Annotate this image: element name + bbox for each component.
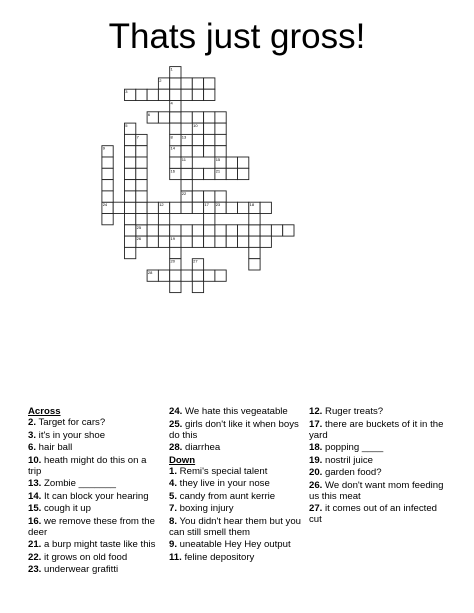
- cell-number: 8: [170, 134, 173, 140]
- clue-item: [309, 467, 449, 478]
- clue-text: You didn't hear them but you can still smell them: [169, 515, 301, 538]
- grid-cell[interactable]: [181, 180, 192, 191]
- clue-text: feline depository: [181, 551, 255, 563]
- clue-number: 1.: [169, 465, 178, 477]
- cell-number: 28: [147, 270, 153, 275]
- grid-cell[interactable]: [125, 225, 136, 236]
- grid-cell[interactable]: [260, 236, 271, 247]
- grid-cell[interactable]: [215, 123, 226, 134]
- grid-cell[interactable]: [204, 78, 215, 89]
- clue-item: [28, 491, 162, 502]
- grid-cell[interactable]: [260, 225, 271, 236]
- clue-number: 9.: [169, 539, 178, 550]
- clue-number: 26.: [309, 479, 323, 491]
- grid-cell[interactable]: [181, 112, 192, 123]
- grid-cell[interactable]: [125, 191, 136, 202]
- clue-item: [309, 480, 449, 502]
- grid-cell[interactable]: [147, 236, 158, 247]
- clue-item: [28, 417, 162, 428]
- cell-number: 25: [136, 224, 142, 230]
- clue-item: [28, 430, 162, 441]
- clue-text: hair ball: [36, 442, 73, 453]
- grid-cell[interactable]: [125, 236, 136, 247]
- clue-item: [28, 442, 162, 453]
- clue-item: [169, 442, 303, 453]
- grid-cell[interactable]: [215, 134, 226, 145]
- grid-cell[interactable]: [226, 236, 237, 247]
- grid-cell[interactable]: [181, 89, 192, 100]
- grid-cell[interactable]: [136, 146, 147, 157]
- clue-text: boxing injury: [177, 503, 234, 514]
- grid-cell[interactable]: [158, 270, 169, 281]
- grid-cell[interactable]: [125, 202, 136, 213]
- grid-cell[interactable]: [204, 214, 215, 225]
- grid-cell[interactable]: [192, 134, 203, 145]
- grid-cell[interactable]: [136, 89, 147, 100]
- grid-cell[interactable]: [204, 146, 215, 157]
- grid-cell[interactable]: [125, 157, 136, 168]
- grid-cell[interactable]: [158, 225, 169, 236]
- clue-item: [169, 466, 303, 477]
- grid-cell[interactable]: [226, 168, 237, 179]
- grid-cell[interactable]: [204, 270, 215, 281]
- grid-cell[interactable]: [249, 225, 260, 236]
- grid-cell[interactable]: [260, 202, 271, 213]
- grid-cell[interactable]: [249, 236, 260, 247]
- grid-cell[interactable]: [102, 214, 113, 225]
- cell-number: 1: [170, 66, 173, 72]
- grid-cell[interactable]: [238, 157, 249, 168]
- clue-number: 14.: [28, 490, 42, 502]
- grid-cell[interactable]: [192, 236, 203, 247]
- grid-cell[interactable]: [170, 225, 181, 236]
- clue-text: Remi's special talent: [177, 465, 268, 477]
- grid-cell[interactable]: [192, 281, 203, 292]
- grid-cell[interactable]: [181, 225, 192, 236]
- cell-number: 18: [249, 202, 255, 208]
- cell-number: 26: [136, 236, 142, 242]
- clue-number: 3.: [28, 429, 37, 441]
- grid-cell[interactable]: [136, 202, 147, 213]
- grid-cell[interactable]: [181, 236, 192, 247]
- cell-number: 15: [215, 157, 221, 162]
- across-heading: Across: [28, 406, 61, 417]
- grid-cell[interactable]: [136, 214, 147, 225]
- grid-cell[interactable]: [113, 202, 124, 213]
- grid-cell[interactable]: [215, 225, 226, 236]
- clue-item: [169, 539, 303, 550]
- clue-number: 4.: [169, 478, 178, 489]
- clue-text: there are buckets of it in the yard: [309, 418, 444, 441]
- clue-item: [28, 552, 162, 563]
- grid-cell[interactable]: [204, 236, 215, 247]
- clue-text: underwear grafitti: [41, 564, 119, 575]
- grid-cell[interactable]: [125, 134, 136, 145]
- grid-cell[interactable]: [136, 157, 147, 168]
- grid-cell[interactable]: [238, 168, 249, 179]
- cell-number: 4: [170, 100, 173, 106]
- grid-cell[interactable]: [136, 191, 147, 202]
- grid-cell[interactable]: [170, 157, 181, 168]
- clue-item: [169, 478, 303, 489]
- clue-item: [309, 419, 449, 441]
- grid-cell[interactable]: [204, 191, 215, 202]
- grid-cell[interactable]: [170, 281, 181, 292]
- clue-item: [309, 442, 449, 453]
- clue-item: [169, 406, 303, 417]
- grid-cell[interactable]: [147, 202, 158, 213]
- clue-text: a burp might taste like this: [41, 539, 156, 550]
- clue-item: [28, 478, 162, 489]
- grid-cell[interactable]: [204, 168, 215, 179]
- clue-number: 20.: [309, 467, 323, 478]
- grid-cell[interactable]: [192, 78, 203, 89]
- cell-number: 23: [215, 202, 221, 208]
- clue-text: nostril juice: [322, 454, 373, 466]
- clue-number: 28.: [169, 442, 183, 453]
- grid-cell[interactable]: [192, 202, 203, 213]
- grid-cell[interactable]: [226, 225, 237, 236]
- grid-cell[interactable]: [158, 236, 169, 247]
- grid-cell[interactable]: [125, 214, 136, 225]
- grid-cell[interactable]: [204, 112, 215, 123]
- clue-item: [169, 491, 303, 502]
- clue-item: [28, 503, 162, 514]
- grid-cell[interactable]: [125, 168, 136, 179]
- cell-number: 5: [125, 123, 128, 129]
- clue-text: garden food?: [322, 467, 382, 478]
- clue-item: [169, 419, 303, 441]
- clue-text: uneatable Hey Hey output: [177, 539, 291, 550]
- cell-number: 24: [102, 202, 108, 208]
- grid-cell[interactable]: [102, 157, 113, 168]
- grid-cell[interactable]: [204, 134, 215, 145]
- cell-number: 17: [204, 202, 209, 208]
- grid-cell[interactable]: [147, 225, 158, 236]
- clue-text: candy from aunt kerrie: [177, 490, 276, 502]
- cell-number: 6: [147, 111, 151, 117]
- grid-cell[interactable]: [192, 225, 203, 236]
- clue-number: 7.: [169, 503, 178, 514]
- grid-cell[interactable]: [192, 270, 203, 281]
- clue-number: 6.: [28, 442, 37, 453]
- grid-cell[interactable]: [238, 202, 249, 213]
- clue-number: 12.: [309, 406, 323, 417]
- clue-text: Zombie _______: [41, 478, 117, 489]
- grid-cell[interactable]: [158, 214, 169, 225]
- grid-cell[interactable]: [204, 123, 215, 134]
- clue-text: girls don't like it when boys do this: [169, 418, 299, 441]
- grid-cell[interactable]: [238, 236, 249, 247]
- cell-number: 21: [215, 168, 221, 174]
- grid-cell[interactable]: [136, 180, 147, 191]
- cell-number: 22: [181, 190, 187, 196]
- clue-number: 23.: [28, 564, 42, 575]
- clue-text: it comes out of an infected cut: [309, 503, 438, 525]
- clue-number: 11.: [169, 551, 182, 563]
- grid-cell[interactable]: [226, 202, 237, 213]
- clue-item: [169, 552, 303, 563]
- clue-number: 17.: [309, 418, 323, 430]
- grid-cell[interactable]: [102, 191, 113, 202]
- grid-cell[interactable]: [170, 112, 181, 123]
- clue-number: 21.: [28, 539, 42, 550]
- clue-item: [28, 455, 162, 477]
- grid-cell[interactable]: [181, 146, 192, 157]
- clue-number: 19.: [309, 454, 323, 466]
- cell-number: 16: [170, 168, 175, 174]
- clue-number: 13.: [28, 478, 42, 489]
- grid-cell[interactable]: [181, 78, 192, 89]
- clue-number: 10.: [28, 454, 42, 466]
- grid-cell[interactable]: [192, 112, 203, 123]
- down-heading: Down: [169, 454, 196, 466]
- grid-cell[interactable]: [249, 259, 260, 270]
- grid-cell[interactable]: [181, 202, 192, 213]
- clue-item: [169, 503, 303, 514]
- clue-number: 18.: [309, 442, 323, 453]
- grid-cell[interactable]: [181, 270, 192, 281]
- clue-text: We don't want mom feeding us this meat: [309, 479, 444, 502]
- grid-cell[interactable]: [170, 270, 181, 281]
- cell-number: 13: [181, 134, 187, 140]
- grid-cell[interactable]: [271, 225, 282, 236]
- clue-item: [309, 406, 449, 417]
- clue-item: [28, 564, 162, 575]
- clue-item: [309, 503, 449, 525]
- grid-cell[interactable]: [192, 89, 203, 100]
- clue-number: 22.: [28, 551, 42, 563]
- clue-item: [169, 516, 303, 538]
- grid-cell[interactable]: [215, 191, 226, 202]
- cell-number: 12: [159, 202, 164, 208]
- cell-number: 3: [125, 89, 128, 95]
- clue-number: 24.: [169, 406, 183, 417]
- grid-cell[interactable]: [158, 89, 169, 100]
- cell-number: 14: [170, 145, 175, 151]
- grid-cell[interactable]: [204, 89, 215, 100]
- grid-cell[interactable]: [215, 146, 226, 157]
- clue-text: We hate this vegeatable: [182, 406, 288, 417]
- grid-cell[interactable]: [215, 112, 226, 123]
- puzzle-title: Thats just gross!: [108, 17, 366, 56]
- cell-number: 27: [193, 258, 198, 264]
- cell-number: 11: [181, 157, 186, 162]
- clue-text: Ruger treats?: [322, 406, 384, 417]
- grid-cell[interactable]: [102, 180, 113, 191]
- clues-column-3: [309, 406, 449, 527]
- grid-cell[interactable]: [125, 180, 136, 191]
- grid-cell[interactable]: [170, 123, 181, 134]
- grid-cell[interactable]: [170, 78, 181, 89]
- clues-column-1: [28, 406, 162, 577]
- clue-item: [28, 516, 162, 538]
- clue-text: they live in your nose: [177, 478, 270, 489]
- grid-cell[interactable]: [283, 225, 294, 236]
- clue-number: 25.: [169, 418, 183, 430]
- cell-number: 20: [170, 258, 175, 264]
- clue-number: 16.: [28, 515, 42, 527]
- grid-cell[interactable]: [170, 247, 181, 258]
- grid-cell[interactable]: [136, 168, 147, 179]
- clue-text: it's in your shoe: [36, 429, 106, 441]
- clue-number: 5.: [169, 490, 178, 502]
- grid-cell[interactable]: [238, 225, 249, 236]
- grid-cell[interactable]: [249, 247, 260, 258]
- grid-cell[interactable]: [158, 112, 169, 123]
- clue-text: It can block your hearing: [41, 490, 149, 502]
- grid-cell[interactable]: [192, 168, 203, 179]
- grid-cell[interactable]: [181, 168, 192, 179]
- cell-number: 9: [102, 145, 105, 151]
- grid-cell[interactable]: [226, 157, 237, 168]
- grid-cell[interactable]: [215, 236, 226, 247]
- grid-cell[interactable]: [170, 89, 181, 100]
- grid-cell[interactable]: [192, 146, 203, 157]
- clue-text: it grows on old food: [41, 551, 128, 563]
- clue-text: we remove these from the deer: [28, 515, 155, 538]
- grid-cell[interactable]: [125, 146, 136, 157]
- grid-cell[interactable]: [249, 214, 260, 225]
- grid-cell[interactable]: [192, 191, 203, 202]
- clue-text: popping ____: [322, 442, 384, 453]
- clue-text: heath might do this on a trip: [28, 454, 147, 477]
- grid-cell[interactable]: [125, 247, 136, 258]
- clue-item: [309, 455, 449, 466]
- cell-number: 10: [193, 123, 198, 129]
- grid-cell[interactable]: [170, 202, 181, 213]
- cell-number: 7: [136, 134, 139, 140]
- grid-cell[interactable]: [215, 270, 226, 281]
- clue-item: [28, 539, 162, 550]
- grid-cell[interactable]: [204, 225, 215, 236]
- cell-number: 2: [159, 77, 162, 83]
- clue-number: 2.: [28, 417, 37, 428]
- clue-text: Target for cars?: [36, 417, 106, 428]
- grid-cell[interactable]: [102, 168, 113, 179]
- clue-number: 27.: [309, 503, 323, 514]
- grid-cell[interactable]: [147, 89, 158, 100]
- clue-text: cough it up: [41, 503, 91, 514]
- clue-text: diarrhea: [182, 442, 221, 453]
- cell-number: 19: [170, 236, 175, 242]
- clue-number: 8.: [169, 515, 178, 527]
- clues-column-2: [169, 406, 303, 564]
- clue-number: 15.: [28, 503, 42, 514]
